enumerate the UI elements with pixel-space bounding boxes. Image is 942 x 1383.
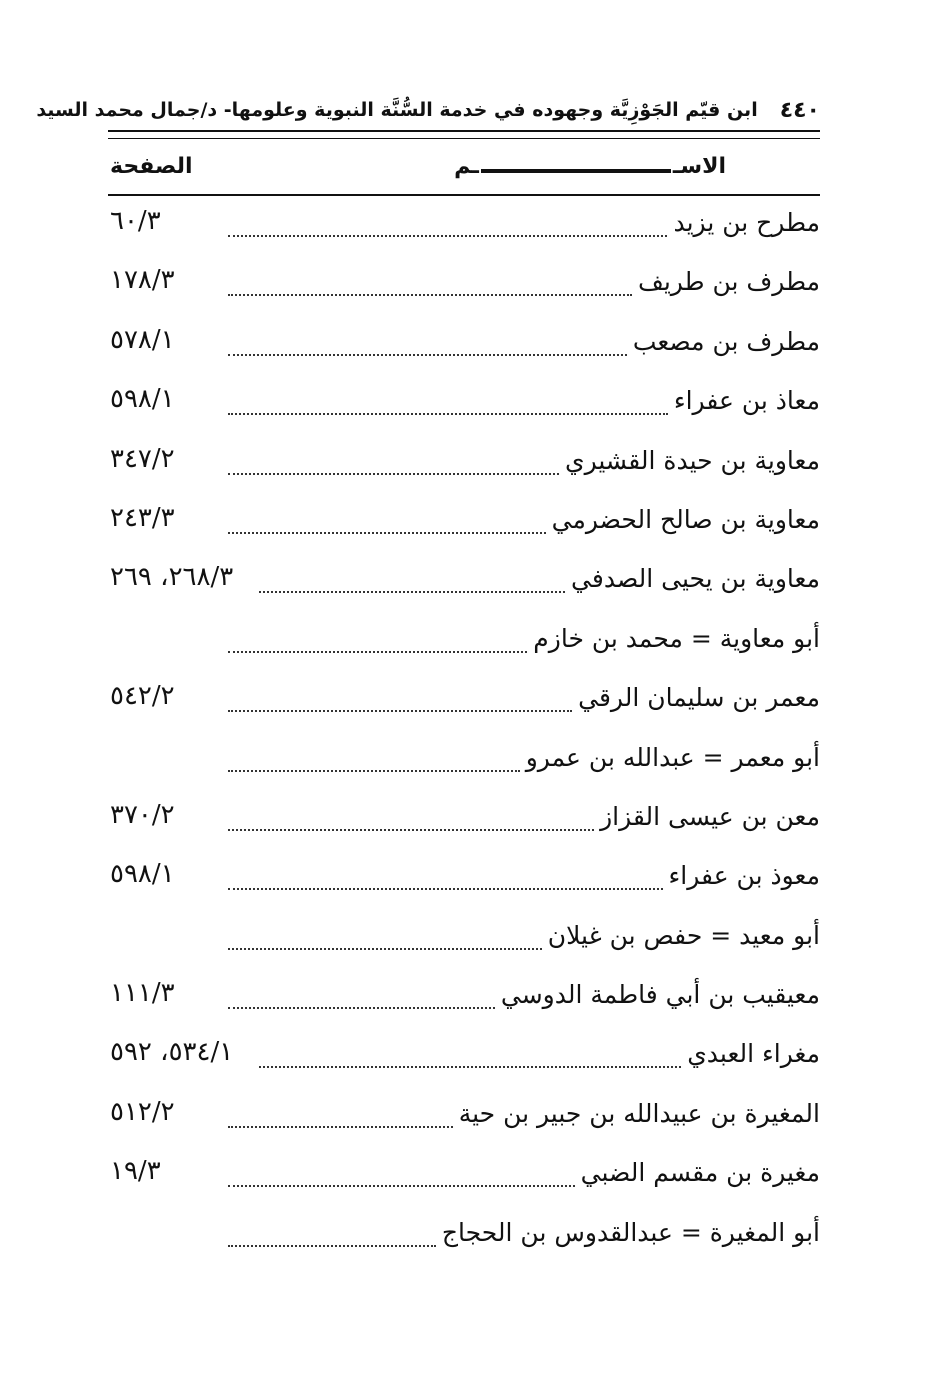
index-entry xyxy=(108,255,820,314)
entry-name: أبو معاوية = محمد بن خازم xyxy=(533,623,820,653)
index-entry xyxy=(108,612,820,671)
entry-page-ref: ٥٩٨/١ xyxy=(110,859,175,890)
entry-name: معاوية بن حيدة القشيري xyxy=(565,445,820,475)
dot-leader xyxy=(228,945,542,950)
dot-leader xyxy=(228,232,667,237)
column-header-name-start: الاسـ xyxy=(672,153,726,179)
index-entry xyxy=(108,493,820,552)
entry-name: مطرح بن يزيد xyxy=(673,208,820,237)
dot-leader xyxy=(259,1063,681,1068)
entry-text xyxy=(683,1035,820,1073)
dot-leader xyxy=(228,291,632,296)
dot-leader xyxy=(228,1242,436,1247)
entry-text xyxy=(665,857,820,895)
entry-text xyxy=(438,1214,820,1252)
index-entry xyxy=(108,552,820,611)
index-entries xyxy=(108,196,820,1265)
entry-text xyxy=(596,798,820,836)
index-entry xyxy=(108,968,820,1027)
dot-leader xyxy=(228,529,546,534)
entry-text xyxy=(574,679,820,717)
index-entry xyxy=(108,196,820,255)
column-header-name-end: ـم xyxy=(454,153,479,179)
index-entry xyxy=(108,374,820,433)
entry-text xyxy=(529,620,820,658)
entry-page-ref: ٥٣٤/١، ٥٩٢ xyxy=(110,1037,234,1068)
entry-text xyxy=(548,501,820,539)
entry-name: معوذ بن عفراء xyxy=(668,861,820,891)
entry-name: أبو معمر = عبدالله بن عمرو xyxy=(525,742,820,772)
column-header-name xyxy=(454,146,726,186)
header-rule-thick xyxy=(108,130,820,132)
entry-page-ref: ٦٠/٣ xyxy=(110,206,161,236)
dot-leader xyxy=(228,826,594,831)
entry-name: مغيرة بن مقسم الضبي xyxy=(580,1158,820,1188)
entry-page-ref: ٢٤٣/٣ xyxy=(110,502,175,533)
index-entry xyxy=(108,1027,820,1086)
entry-page-ref: ١١١/٣ xyxy=(110,978,175,1009)
column-header-tatweel xyxy=(481,169,671,173)
entry-name: مغراء العبدي xyxy=(687,1039,820,1069)
index-entry xyxy=(108,1087,820,1146)
entry-name: أبو معيد = حفص بن غيلان xyxy=(547,920,820,950)
header-rule-thin xyxy=(108,138,820,139)
page-number: ٤٤٠ xyxy=(779,97,820,123)
entry-text xyxy=(669,204,820,242)
column-header-page: الصفحة xyxy=(110,153,193,179)
entry-text xyxy=(634,263,820,301)
index-entry xyxy=(108,1206,820,1265)
dot-leader xyxy=(228,470,559,475)
index-entry xyxy=(108,731,820,790)
dot-leader xyxy=(228,648,527,653)
index-entry xyxy=(108,434,820,493)
entry-page-ref: ٣٤٧/٢ xyxy=(110,443,175,474)
entry-page-ref: ٥٤٢/٢ xyxy=(110,681,175,712)
dot-leader xyxy=(228,767,520,772)
entry-text xyxy=(544,917,820,955)
dot-leader xyxy=(228,885,663,890)
running-header xyxy=(36,92,820,128)
entry-name: معاوية بن صالح الحضرمي xyxy=(551,504,820,534)
index-entry xyxy=(108,315,820,374)
entry-name: مطرف بن مصعب xyxy=(632,326,820,356)
dot-leader xyxy=(228,351,627,356)
entry-page-ref: ٢٦٨/٣، ٢٦٩ xyxy=(110,562,234,593)
entry-text xyxy=(629,323,820,361)
entry-name: معن بن عيسى القزاز xyxy=(600,801,820,831)
dot-leader xyxy=(228,410,668,415)
running-title: ابن قيّم الجَوْزِيَّة وجهوده في خدمة السُّنَّة النبوية وعلومها- د/جمال محمد السيد xyxy=(36,99,758,121)
index-entry xyxy=(108,790,820,849)
entry-text xyxy=(455,1095,820,1133)
entry-text xyxy=(577,1154,820,1192)
index-entry xyxy=(108,1146,820,1205)
dot-leader xyxy=(228,1004,495,1009)
entry-page-ref: ٥١٢/٢ xyxy=(110,1096,175,1127)
entry-name: معاوية بن يحيى الصدفي xyxy=(571,564,820,594)
entry-name: أبو المغيرة = عبدالقدوس بن الحجاج xyxy=(441,1217,820,1247)
entry-page-ref: ١٩/٣ xyxy=(110,1156,161,1187)
dot-leader xyxy=(228,1123,453,1128)
entry-page-ref: ٥٧٨/١ xyxy=(110,324,175,355)
dot-leader xyxy=(259,588,565,593)
entry-name: معاذ بن عفراء xyxy=(673,386,820,416)
dot-leader xyxy=(228,707,572,712)
entry-page-ref: ٥٩٨/١ xyxy=(110,384,175,415)
entry-text xyxy=(522,739,820,777)
entry-name: معمر بن سليمان الرقي xyxy=(578,683,820,713)
entry-page-ref: ١٧٨/٣ xyxy=(110,265,175,296)
entry-name: معيقيب بن أبي فاطمة الدوسي xyxy=(500,980,820,1010)
dot-leader xyxy=(228,1182,575,1187)
entry-text xyxy=(567,560,820,598)
entry-text xyxy=(561,442,820,480)
index-entry xyxy=(108,671,820,730)
entry-name: مطرف بن طريف xyxy=(637,267,820,297)
entry-text xyxy=(497,976,820,1014)
index-entry xyxy=(108,909,820,968)
index-entry xyxy=(108,849,820,908)
entry-name: المغيرة بن عبيدالله بن جبير بن حية xyxy=(458,1098,820,1128)
entry-page-ref: ٣٧٠/٢ xyxy=(110,799,175,830)
entry-text xyxy=(670,382,820,420)
